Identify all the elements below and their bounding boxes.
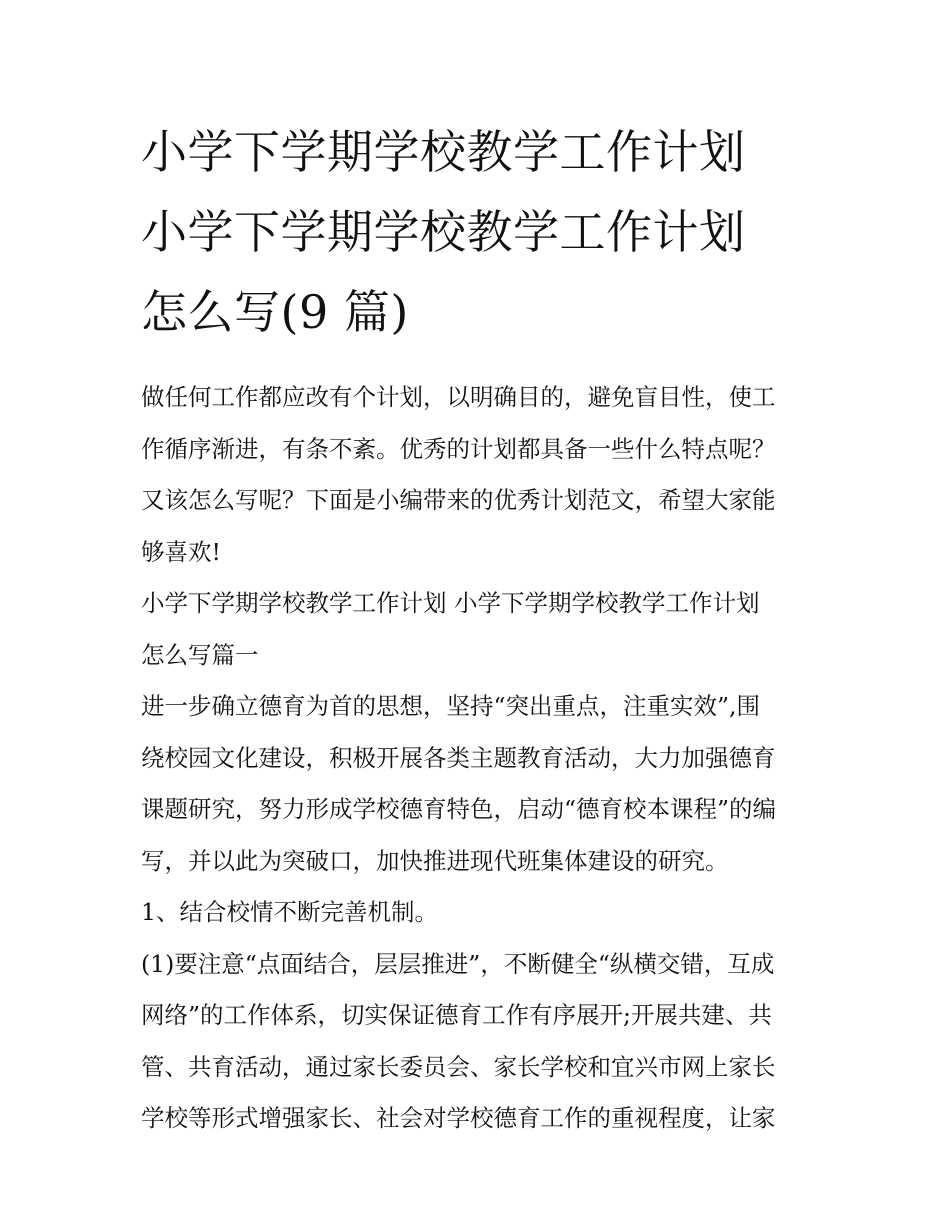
title-line: 小学下学期学校教学工作计划 xyxy=(141,205,746,259)
intro-line: 作循序渐进，有条不紊。优秀的计划都具备一些什么特点呢？ xyxy=(141,434,776,463)
intro-line: 又该怎么写呢？下面是小编带来的优秀计划范文，希望大家能 xyxy=(141,486,776,514)
title-line: 怎么写(9 篇) xyxy=(141,285,409,339)
list-item-line: 管、共育活动，通过家长委员会、家长学校和宜兴市网上家长 xyxy=(141,1052,776,1081)
list-item-line: 网络”的工作体系，切实保证德育工作有序展开;开展共建、共 xyxy=(141,1001,772,1029)
list-item-1 xyxy=(141,887,813,939)
body-line: 进一步确立德育为首的思想，坚持“突出重点，注重实效”,围 xyxy=(141,692,760,720)
list-item-line: 学校等形式增强家长、社会对学校德育工作的重视程度，让家 xyxy=(141,1104,776,1132)
section-heading xyxy=(141,578,813,681)
list-item-line: (1)要注意“点面结合，层层推进”，不断健全“纵横交错，互成 xyxy=(141,949,775,978)
intro-line: 做任何工作都应改有个计划，以明确目的，避免盲目性，使工 xyxy=(141,383,776,411)
body-line: 写，并以此为突破口，加快推进现代班集体建设的研究。 xyxy=(141,846,729,875)
title-line: 小学下学期学校教学工作计划 xyxy=(141,125,746,179)
intro-line: 够喜欢! xyxy=(141,537,221,566)
body-line: 课题研究，努力形成学校德育特色，启动“德育校本课程”的编 xyxy=(141,795,777,823)
section-heading-line: 小学下学期学校教学工作计划 小学下学期学校教学工作计划 xyxy=(141,589,760,617)
document-title xyxy=(141,112,813,352)
document-content xyxy=(141,112,813,1145)
body-paragraph xyxy=(141,681,813,887)
section-heading-line: 怎么写篇一 xyxy=(141,640,259,669)
intro-paragraph xyxy=(141,372,813,578)
body-line: 绕校园文化建设，积极开展各类主题教育活动，大力加强德育 xyxy=(141,743,776,772)
list-item-1-text: 1、结合校情不断完善机制。 xyxy=(141,898,438,926)
list-item-1-1 xyxy=(141,939,813,1145)
